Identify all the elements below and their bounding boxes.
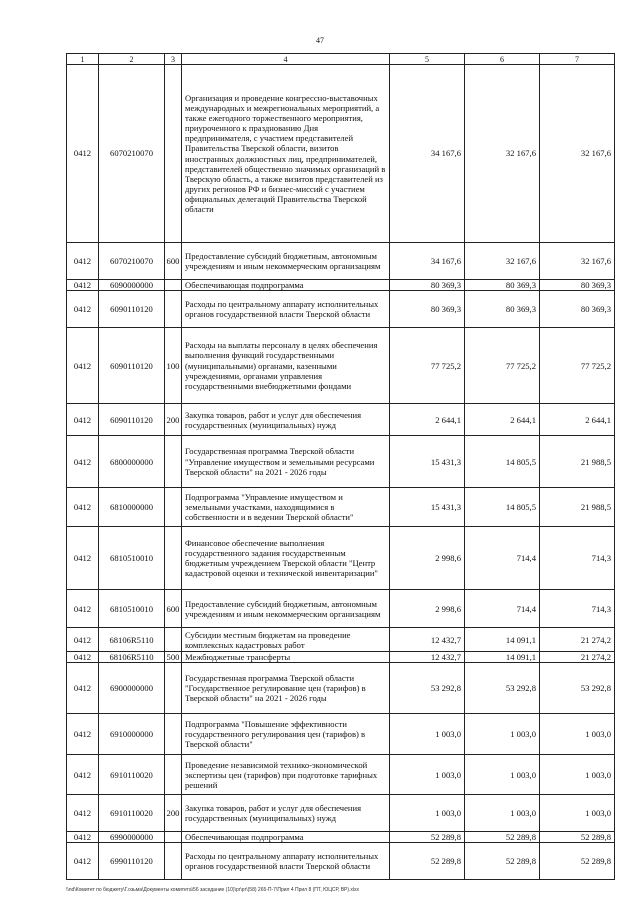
value-col7-cell: 21 274,2 — [540, 628, 615, 652]
target-code-cell: 6070210070 — [99, 243, 165, 280]
value-col6-cell: 80 369,3 — [465, 291, 540, 328]
table-row — [67, 714, 615, 755]
value-col5-cell: 53 292,8 — [390, 663, 465, 714]
value-col5-cell: 34 167,6 — [390, 65, 465, 243]
value-col6-cell: 1 003,0 — [465, 795, 540, 832]
target-code-cell: 6090000000 — [99, 280, 165, 291]
description-cell: Организация и проведение конгрессно-выставочных международных и межрегиональных мероприятий, а также ежегодного торжественного мероприятия, приуроченного к празднованию Дня предпринимателя, с участием представителей Правительства Тверской области, визитов иностранных должностных лиц, предпринимателей, представителей общественно значимых организаций в Тверскую область, а также визитов представителей из других регионов РФ и бизнес-миссий с участием официальных делегаций Правительства Тверской области — [182, 65, 390, 243]
value-col7-cell: 32 167,6 — [540, 243, 615, 280]
header-cell: 7 — [540, 54, 615, 65]
table-row — [67, 795, 615, 832]
value-col7-cell: 714,3 — [540, 527, 615, 590]
description-cell: Обеспечивающая подпрограмма — [182, 832, 390, 843]
value-col7-cell: 2 644,1 — [540, 404, 615, 436]
value-col5-cell: 77 725,2 — [390, 328, 465, 404]
value-col6-cell: 714,4 — [465, 590, 540, 628]
table-row — [67, 652, 615, 663]
expense-type-cell: 200 — [165, 795, 182, 832]
section-code-cell: 0412 — [67, 291, 99, 328]
value-col5-cell: 80 369,3 — [390, 291, 465, 328]
expense-type-cell — [165, 663, 182, 714]
description-cell: Расходы по центральному аппарату исполнительных органов государственной власти Тверской области — [182, 291, 390, 328]
value-col7-cell: 714,3 — [540, 590, 615, 628]
value-col6-cell: 14 091,1 — [465, 652, 540, 663]
section-code-cell: 0412 — [67, 755, 99, 795]
target-code-cell: 6800000000 — [99, 436, 165, 488]
description-cell: Предоставление субсидий бюджетным, автономным учреждениям и иным некоммерческим организациям — [182, 590, 390, 628]
description-cell: Подпрограмма "Повышение эффективности государственного регулирования цен (тарифов) в Тверской области" — [182, 714, 390, 755]
section-code-cell: 0412 — [67, 328, 99, 404]
value-col7-cell: 21 274,2 — [540, 652, 615, 663]
section-code-cell: 0412 — [67, 590, 99, 628]
target-code-cell: 6900000000 — [99, 663, 165, 714]
value-col7-cell: 52 289,8 — [540, 843, 615, 880]
section-code-cell: 0412 — [67, 843, 99, 880]
header-cell: 4 — [182, 54, 390, 65]
value-col7-cell: 53 292,8 — [540, 663, 615, 714]
target-code-cell: 68106R5110 — [99, 628, 165, 652]
target-code-cell: 6810000000 — [99, 488, 165, 527]
section-code-cell: 0412 — [67, 652, 99, 663]
expense-type-cell — [165, 843, 182, 880]
expense-type-cell — [165, 291, 182, 328]
target-code-cell: 6810510010 — [99, 590, 165, 628]
description-cell: Субсидии местным бюджетам на проведение комплексных кадастровых работ — [182, 628, 390, 652]
table-row — [67, 590, 615, 628]
value-col6-cell: 1 003,0 — [465, 755, 540, 795]
value-col7-cell: 80 369,3 — [540, 291, 615, 328]
section-code-cell: 0412 — [67, 832, 99, 843]
value-col6-cell: 77 725,2 — [465, 328, 540, 404]
table-row — [67, 628, 615, 652]
value-col6-cell: 1 003,0 — [465, 714, 540, 755]
section-code-cell: 0412 — [67, 663, 99, 714]
value-col5-cell: 52 289,8 — [390, 832, 465, 843]
value-col5-cell: 1 003,0 — [390, 714, 465, 755]
description-cell: Межбюджетные трансферты — [182, 652, 390, 663]
value-col7-cell: 32 167,6 — [540, 65, 615, 243]
expense-type-cell — [165, 832, 182, 843]
description-cell: Государственная программа Тверской области "Управление имуществом и земельными ресурсами Тверской области" на 2021 - 2026 годы — [182, 436, 390, 488]
value-col6-cell: 32 167,6 — [465, 65, 540, 243]
header-cell: 6 — [465, 54, 540, 65]
target-code-cell: 6910000000 — [99, 714, 165, 755]
value-col5-cell: 2 644,1 — [390, 404, 465, 436]
value-col6-cell: 14 805,5 — [465, 436, 540, 488]
section-code-cell: 0412 — [67, 527, 99, 590]
description-cell: Государственная программа Тверской области "Государственное регулирование цен (тарифов) в Тверской области" на 2021 - 2026 годы — [182, 663, 390, 714]
value-col6-cell: 80 369,3 — [465, 280, 540, 291]
value-col7-cell: 52 289,8 — [540, 832, 615, 843]
value-col6-cell: 14 805,5 — [465, 488, 540, 527]
value-col5-cell: 2 998,6 — [390, 527, 465, 590]
value-col5-cell: 12 432,7 — [390, 628, 465, 652]
target-code-cell: 6990000000 — [99, 832, 165, 843]
value-col7-cell: 77 725,2 — [540, 328, 615, 404]
value-col7-cell: 21 988,5 — [540, 436, 615, 488]
expense-type-cell — [165, 436, 182, 488]
description-cell: Предоставление субсидий бюджетным, автономным учреждениям и иным некоммерческим организациям — [182, 243, 390, 280]
header-cell: 5 — [390, 54, 465, 65]
header-row — [67, 54, 615, 65]
target-code-cell: 6090110120 — [99, 328, 165, 404]
header-cell: 2 — [99, 54, 165, 65]
value-col7-cell: 1 003,0 — [540, 795, 615, 832]
expense-type-cell: 200 — [165, 404, 182, 436]
target-code-cell: 6090110120 — [99, 404, 165, 436]
section-code-cell: 0412 — [67, 714, 99, 755]
value-col5-cell: 15 431,3 — [390, 488, 465, 527]
target-code-cell: 6070210070 — [99, 65, 165, 243]
table-row — [67, 243, 615, 280]
value-col7-cell: 1 003,0 — [540, 714, 615, 755]
section-code-cell: 0412 — [67, 488, 99, 527]
description-cell: Финансовое обеспечение выполнения государственного задания государственным бюджетным учреждением Тверской области "Центр кадастровой оценки и технической инвентаризации" — [182, 527, 390, 590]
section-code-cell: 0412 — [67, 243, 99, 280]
expense-type-cell — [165, 755, 182, 795]
section-code-cell: 0412 — [67, 795, 99, 832]
description-cell: Расходы по центральному аппарату исполнительных органов государственной власти Тверской области — [182, 843, 390, 880]
target-code-cell: 6090110120 — [99, 291, 165, 328]
section-code-cell: 0412 — [67, 436, 99, 488]
table-row — [67, 843, 615, 880]
value-col5-cell: 1 003,0 — [390, 795, 465, 832]
value-col5-cell: 34 167,6 — [390, 243, 465, 280]
value-col6-cell: 52 289,8 — [465, 843, 540, 880]
value-col5-cell: 80 369,3 — [390, 280, 465, 291]
target-code-cell: 6910110020 — [99, 795, 165, 832]
description-cell: Проведение независимой технико-экономической экспертизы цен (тарифов) при подготовке тарифных решений — [182, 755, 390, 795]
section-code-cell: 0412 — [67, 404, 99, 436]
description-cell: Закупка товаров, работ и услуг для обеспечения государственных (муниципальных) нужд — [182, 404, 390, 436]
table-row — [67, 488, 615, 527]
section-code-cell: 0412 — [67, 628, 99, 652]
value-col5-cell: 12 432,7 — [390, 652, 465, 663]
expense-type-cell — [165, 488, 182, 527]
expense-type-cell — [165, 628, 182, 652]
expense-type-cell — [165, 527, 182, 590]
target-code-cell: 6810510010 — [99, 527, 165, 590]
file-path-footer: \\nd\Комитет по бюджету\Г.озьма\Документы комитета\56 заседание (10)\pr\pr\(58) 265-П-7\Прил 4 Прил 8 (ПТ, ЮЦСР, ВР).xlsx — [66, 887, 360, 893]
expense-type-cell: 500 — [165, 652, 182, 663]
value-col7-cell: 80 369,3 — [540, 280, 615, 291]
table-row — [67, 291, 615, 328]
expense-type-cell: 100 — [165, 328, 182, 404]
table-row — [67, 404, 615, 436]
expense-type-cell — [165, 280, 182, 291]
section-code-cell: 0412 — [67, 65, 99, 243]
value-col7-cell: 21 988,5 — [540, 488, 615, 527]
description-cell: Расходы на выплаты персоналу в целях обеспечения выполнения функций государственными (муниципальными) органами, казенными учреждениями, органами управления государственными внебюджетными фондами — [182, 328, 390, 404]
target-code-cell: 6910110020 — [99, 755, 165, 795]
target-code-cell: 68106R5110 — [99, 652, 165, 663]
value-col6-cell: 53 292,8 — [465, 663, 540, 714]
value-col6-cell: 52 289,8 — [465, 832, 540, 843]
table-row — [67, 280, 615, 291]
value-col6-cell: 14 091,1 — [465, 628, 540, 652]
expense-type-cell: 600 — [165, 590, 182, 628]
table-row — [67, 755, 615, 795]
target-code-cell: 6990110120 — [99, 843, 165, 880]
value-col6-cell: 714,4 — [465, 527, 540, 590]
page-number: 47 — [316, 36, 324, 45]
table-row — [67, 436, 615, 488]
section-code-cell: 0412 — [67, 280, 99, 291]
table-row — [67, 527, 615, 590]
budget-table — [66, 53, 615, 880]
expense-type-cell — [165, 714, 182, 755]
value-col5-cell: 2 998,6 — [390, 590, 465, 628]
description-cell: Закупка товаров, работ и услуг для обеспечения государственных (муниципальных) нужд — [182, 795, 390, 832]
expense-type-cell — [165, 65, 182, 243]
table-row — [67, 328, 615, 404]
table-row — [67, 663, 615, 714]
value-col5-cell: 52 289,8 — [390, 843, 465, 880]
header-cell: 3 — [165, 54, 182, 65]
value-col6-cell: 2 644,1 — [465, 404, 540, 436]
description-cell: Подпрограмма "Управление имуществом и земельными участками, находящимися в собственности и в ведении Тверской области" — [182, 488, 390, 527]
value-col5-cell: 15 431,3 — [390, 436, 465, 488]
value-col7-cell: 1 003,0 — [540, 755, 615, 795]
table-row — [67, 832, 615, 843]
header-cell: 1 — [67, 54, 99, 65]
value-col6-cell: 32 167,6 — [465, 243, 540, 280]
expense-type-cell: 600 — [165, 243, 182, 280]
table-row — [67, 65, 615, 243]
value-col5-cell: 1 003,0 — [390, 755, 465, 795]
description-cell: Обеспечивающая подпрограмма — [182, 280, 390, 291]
